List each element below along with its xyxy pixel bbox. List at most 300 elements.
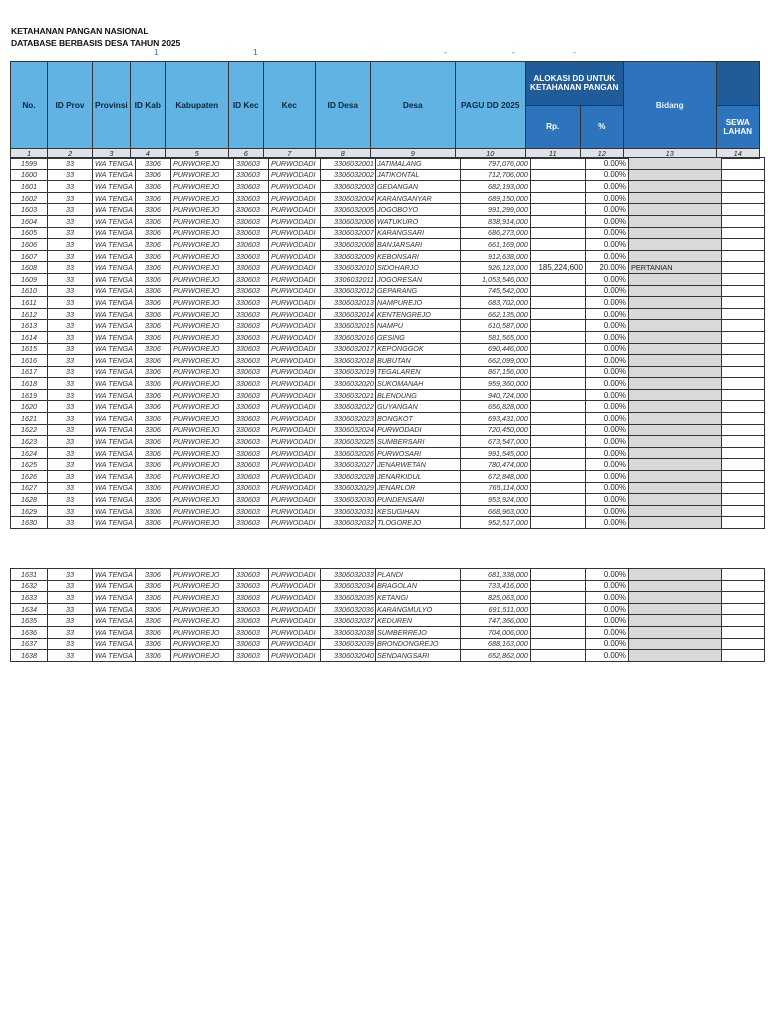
cell-sewa-lahan[interactable] bbox=[721, 447, 764, 459]
cell-pct[interactable]: 0.00% bbox=[585, 569, 628, 581]
cell-no[interactable]: 1601 bbox=[11, 181, 48, 193]
cell-provinsi[interactable]: WA TENGA bbox=[93, 592, 136, 604]
cell-sewa-lahan[interactable] bbox=[721, 603, 764, 615]
cell-id-prov[interactable]: 33 bbox=[48, 436, 93, 448]
cell-kabupaten[interactable]: PURWOREJO bbox=[170, 494, 233, 506]
cell-desa[interactable]: PURWOSARI bbox=[375, 447, 460, 459]
cell-id-kab[interactable]: 3306 bbox=[135, 320, 170, 332]
cell-pct[interactable]: 0.00% bbox=[585, 227, 628, 239]
cell-pagu[interactable]: 688,163,000 bbox=[460, 638, 530, 650]
cell-id-desa[interactable]: 3306032005 bbox=[320, 204, 375, 216]
cell-provinsi[interactable]: WA TENGA bbox=[93, 181, 136, 193]
cell-kec[interactable]: PURWODADI bbox=[268, 603, 320, 615]
cell-id-prov[interactable]: 33 bbox=[48, 413, 93, 425]
cell-id-kab[interactable]: 3306 bbox=[135, 615, 170, 627]
cell-sewa-lahan[interactable] bbox=[721, 320, 764, 332]
cell-rp[interactable] bbox=[530, 215, 585, 227]
cell-desa[interactable]: BUBUTAN bbox=[375, 355, 460, 367]
cell-no[interactable]: 1607 bbox=[11, 250, 48, 262]
cell-kabupaten[interactable]: PURWOREJO bbox=[170, 569, 233, 581]
cell-no[interactable]: 1611 bbox=[11, 297, 48, 309]
cell-id-desa[interactable]: 3306032010 bbox=[320, 262, 375, 274]
cell-id-prov[interactable]: 33 bbox=[48, 192, 93, 204]
cell-no[interactable]: 1602 bbox=[11, 192, 48, 204]
cell-bidang[interactable] bbox=[628, 378, 721, 390]
cell-sewa-lahan[interactable] bbox=[721, 482, 764, 494]
cell-provinsi[interactable]: WA TENGA bbox=[93, 331, 136, 343]
cell-id-kec[interactable]: 330603 bbox=[233, 169, 268, 181]
cell-id-kec[interactable]: 330603 bbox=[233, 505, 268, 517]
cell-kec[interactable]: PURWODADI bbox=[268, 436, 320, 448]
cell-id-desa[interactable]: 3306032015 bbox=[320, 320, 375, 332]
cell-pct[interactable]: 0.00% bbox=[585, 308, 628, 320]
cell-no[interactable]: 1615 bbox=[11, 343, 48, 355]
cell-pagu[interactable]: 745,542,000 bbox=[460, 285, 530, 297]
cell-bidang[interactable] bbox=[628, 239, 721, 251]
cell-pct[interactable]: 0.00% bbox=[585, 580, 628, 592]
cell-id-kec[interactable]: 330603 bbox=[233, 592, 268, 604]
cell-id-kec[interactable]: 330603 bbox=[233, 569, 268, 581]
cell-provinsi[interactable]: WA TENGA bbox=[93, 517, 136, 529]
cell-provinsi[interactable]: WA TENGA bbox=[93, 615, 136, 627]
cell-id-desa[interactable]: 3306032016 bbox=[320, 331, 375, 343]
cell-id-kab[interactable]: 3306 bbox=[135, 308, 170, 320]
cell-sewa-lahan[interactable] bbox=[721, 436, 764, 448]
cell-desa[interactable]: SIDOHARJO bbox=[375, 262, 460, 274]
cell-pct[interactable]: 0.00% bbox=[585, 273, 628, 285]
cell-id-kab[interactable]: 3306 bbox=[135, 592, 170, 604]
cell-sewa-lahan[interactable] bbox=[721, 215, 764, 227]
cell-bidang[interactable] bbox=[628, 215, 721, 227]
cell-id-kec[interactable]: 330603 bbox=[233, 239, 268, 251]
cell-rp[interactable] bbox=[530, 447, 585, 459]
cell-desa[interactable]: GEDANGAN bbox=[375, 181, 460, 193]
cell-sewa-lahan[interactable] bbox=[721, 181, 764, 193]
cell-no[interactable]: 1603 bbox=[11, 204, 48, 216]
cell-provinsi[interactable]: WA TENGA bbox=[93, 436, 136, 448]
cell-pct[interactable]: 0.00% bbox=[585, 505, 628, 517]
cell-kec[interactable]: PURWODADI bbox=[268, 366, 320, 378]
cell-id-kab[interactable]: 3306 bbox=[135, 192, 170, 204]
cell-provinsi[interactable]: WA TENGA bbox=[93, 343, 136, 355]
cell-bidang[interactable] bbox=[628, 227, 721, 239]
cell-provinsi[interactable]: WA TENGA bbox=[93, 169, 136, 181]
cell-rp[interactable] bbox=[530, 638, 585, 650]
cell-pagu[interactable]: 733,416,000 bbox=[460, 580, 530, 592]
cell-kec[interactable]: PURWODADI bbox=[268, 413, 320, 425]
cell-id-desa[interactable]: 3306032030 bbox=[320, 494, 375, 506]
cell-bidang[interactable] bbox=[628, 320, 721, 332]
cell-desa[interactable]: GESING bbox=[375, 331, 460, 343]
cell-no[interactable]: 1627 bbox=[11, 482, 48, 494]
cell-sewa-lahan[interactable] bbox=[721, 505, 764, 517]
cell-id-kec[interactable]: 330603 bbox=[233, 366, 268, 378]
cell-bidang[interactable] bbox=[628, 569, 721, 581]
cell-rp[interactable] bbox=[530, 592, 585, 604]
cell-id-prov[interactable]: 33 bbox=[48, 471, 93, 483]
cell-no[interactable]: 1609 bbox=[11, 273, 48, 285]
cell-desa[interactable]: JOGORESAN bbox=[375, 273, 460, 285]
cell-rp[interactable] bbox=[530, 192, 585, 204]
cell-provinsi[interactable]: WA TENGA bbox=[93, 471, 136, 483]
cell-pagu[interactable]: 673,547,000 bbox=[460, 436, 530, 448]
cell-desa[interactable]: JOGOBOYO bbox=[375, 204, 460, 216]
cell-id-kec[interactable]: 330603 bbox=[233, 424, 268, 436]
cell-id-kec[interactable]: 330603 bbox=[233, 413, 268, 425]
cell-id-desa[interactable]: 3306032017 bbox=[320, 343, 375, 355]
cell-id-prov[interactable]: 33 bbox=[48, 650, 93, 662]
cell-rp[interactable] bbox=[530, 366, 585, 378]
cell-bidang[interactable] bbox=[628, 285, 721, 297]
cell-no[interactable]: 1634 bbox=[11, 603, 48, 615]
cell-id-prov[interactable]: 33 bbox=[48, 580, 93, 592]
cell-id-desa[interactable]: 3306032029 bbox=[320, 482, 375, 494]
cell-id-kab[interactable]: 3306 bbox=[135, 569, 170, 581]
cell-kabupaten[interactable]: PURWOREJO bbox=[170, 638, 233, 650]
cell-id-desa[interactable]: 3306032020 bbox=[320, 378, 375, 390]
cell-desa[interactable]: JENARLOR bbox=[375, 482, 460, 494]
cell-rp[interactable] bbox=[530, 413, 585, 425]
cell-kec[interactable]: PURWODADI bbox=[268, 273, 320, 285]
cell-sewa-lahan[interactable] bbox=[721, 158, 764, 170]
cell-bidang[interactable] bbox=[628, 592, 721, 604]
cell-kabupaten[interactable]: PURWOREJO bbox=[170, 413, 233, 425]
cell-id-kab[interactable]: 3306 bbox=[135, 239, 170, 251]
cell-kec[interactable]: PURWODADI bbox=[268, 615, 320, 627]
cell-id-kec[interactable]: 330603 bbox=[233, 215, 268, 227]
cell-id-prov[interactable]: 33 bbox=[48, 626, 93, 638]
cell-kec[interactable]: PURWODADI bbox=[268, 471, 320, 483]
cell-kabupaten[interactable]: PURWOREJO bbox=[170, 650, 233, 662]
cell-no[interactable]: 1599 bbox=[11, 158, 48, 170]
cell-desa[interactable]: BRONDONGREJO bbox=[375, 638, 460, 650]
cell-id-kab[interactable]: 3306 bbox=[135, 227, 170, 239]
cell-pct[interactable]: 0.00% bbox=[585, 355, 628, 367]
cell-pct[interactable]: 0.00% bbox=[585, 401, 628, 413]
cell-provinsi[interactable]: WA TENGA bbox=[93, 389, 136, 401]
cell-id-prov[interactable]: 33 bbox=[48, 204, 93, 216]
cell-kec[interactable]: PURWODADI bbox=[268, 158, 320, 170]
cell-bidang[interactable] bbox=[628, 389, 721, 401]
cell-id-prov[interactable]: 33 bbox=[48, 494, 93, 506]
cell-bidang[interactable] bbox=[628, 482, 721, 494]
cell-kabupaten[interactable]: PURWOREJO bbox=[170, 505, 233, 517]
cell-rp[interactable] bbox=[530, 250, 585, 262]
cell-provinsi[interactable]: WA TENGA bbox=[93, 459, 136, 471]
cell-id-kab[interactable]: 3306 bbox=[135, 215, 170, 227]
cell-pct[interactable]: 0.00% bbox=[585, 471, 628, 483]
cell-id-kec[interactable]: 330603 bbox=[233, 204, 268, 216]
cell-kec[interactable]: PURWODADI bbox=[268, 459, 320, 471]
cell-desa[interactable]: SENDANGSARI bbox=[375, 650, 460, 662]
cell-provinsi[interactable]: WA TENGA bbox=[93, 366, 136, 378]
cell-pct[interactable]: 0.00% bbox=[585, 626, 628, 638]
cell-pct[interactable]: 0.00% bbox=[585, 378, 628, 390]
cell-pagu[interactable]: 780,474,000 bbox=[460, 459, 530, 471]
cell-pagu[interactable]: 672,848,000 bbox=[460, 471, 530, 483]
cell-kec[interactable]: PURWODADI bbox=[268, 169, 320, 181]
cell-desa[interactable]: SUMBERSARI bbox=[375, 436, 460, 448]
cell-provinsi[interactable]: WA TENGA bbox=[93, 424, 136, 436]
cell-no[interactable]: 1630 bbox=[11, 517, 48, 529]
cell-id-prov[interactable]: 33 bbox=[48, 482, 93, 494]
cell-provinsi[interactable]: WA TENGA bbox=[93, 505, 136, 517]
cell-id-kec[interactable]: 330603 bbox=[233, 262, 268, 274]
cell-pagu[interactable]: 991,299,000 bbox=[460, 204, 530, 216]
cell-pagu[interactable]: 693,431,000 bbox=[460, 413, 530, 425]
cell-id-prov[interactable]: 33 bbox=[48, 517, 93, 529]
cell-no[interactable]: 1631 bbox=[11, 569, 48, 581]
cell-rp[interactable] bbox=[530, 494, 585, 506]
cell-kec[interactable]: PURWODADI bbox=[268, 494, 320, 506]
cell-kabupaten[interactable]: PURWOREJO bbox=[170, 331, 233, 343]
cell-pct[interactable]: 0.00% bbox=[585, 215, 628, 227]
cell-no[interactable]: 1633 bbox=[11, 592, 48, 604]
cell-desa[interactable]: BLENDUNG bbox=[375, 389, 460, 401]
cell-sewa-lahan[interactable] bbox=[721, 580, 764, 592]
cell-id-kab[interactable]: 3306 bbox=[135, 158, 170, 170]
cell-pct[interactable]: 0.00% bbox=[585, 650, 628, 662]
cell-desa[interactable]: PURWODADI bbox=[375, 424, 460, 436]
cell-pagu[interactable]: 581,565,000 bbox=[460, 331, 530, 343]
cell-desa[interactable]: TEGALAREN bbox=[375, 366, 460, 378]
cell-rp[interactable] bbox=[530, 482, 585, 494]
cell-kec[interactable]: PURWODADI bbox=[268, 285, 320, 297]
cell-provinsi[interactable]: WA TENGA bbox=[93, 626, 136, 638]
cell-provinsi[interactable]: WA TENGA bbox=[93, 227, 136, 239]
cell-kec[interactable]: PURWODADI bbox=[268, 626, 320, 638]
cell-pagu[interactable]: 959,360,000 bbox=[460, 378, 530, 390]
cell-desa[interactable]: BANJARSARI bbox=[375, 239, 460, 251]
cell-id-kec[interactable]: 330603 bbox=[233, 580, 268, 592]
cell-no[interactable]: 1604 bbox=[11, 215, 48, 227]
cell-kabupaten[interactable]: PURWOREJO bbox=[170, 517, 233, 529]
cell-rp[interactable] bbox=[530, 297, 585, 309]
cell-id-desa[interactable]: 3306032033 bbox=[320, 569, 375, 581]
cell-id-desa[interactable]: 3306032038 bbox=[320, 626, 375, 638]
cell-pct[interactable]: 20.00% bbox=[585, 262, 628, 274]
cell-sewa-lahan[interactable] bbox=[721, 471, 764, 483]
cell-desa[interactable]: KARANGSARI bbox=[375, 227, 460, 239]
cell-id-kab[interactable]: 3306 bbox=[135, 459, 170, 471]
cell-id-kab[interactable]: 3306 bbox=[135, 517, 170, 529]
cell-kec[interactable]: PURWODADI bbox=[268, 331, 320, 343]
cell-kabupaten[interactable]: PURWOREJO bbox=[170, 320, 233, 332]
cell-kec[interactable]: PURWODADI bbox=[268, 250, 320, 262]
cell-desa[interactable]: GUYANGAN bbox=[375, 401, 460, 413]
cell-id-kab[interactable]: 3306 bbox=[135, 366, 170, 378]
cell-provinsi[interactable]: WA TENGA bbox=[93, 355, 136, 367]
cell-no[interactable]: 1629 bbox=[11, 505, 48, 517]
cell-id-kec[interactable]: 330603 bbox=[233, 494, 268, 506]
cell-bidang[interactable] bbox=[628, 355, 721, 367]
cell-id-kec[interactable]: 330603 bbox=[233, 615, 268, 627]
cell-id-kec[interactable]: 330603 bbox=[233, 192, 268, 204]
cell-id-desa[interactable]: 3306032027 bbox=[320, 459, 375, 471]
cell-kec[interactable]: PURWODADI bbox=[268, 308, 320, 320]
cell-pagu[interactable]: 1,053,546,000 bbox=[460, 273, 530, 285]
cell-no[interactable]: 1624 bbox=[11, 447, 48, 459]
cell-bidang[interactable] bbox=[628, 181, 721, 193]
cell-kabupaten[interactable]: PURWOREJO bbox=[170, 204, 233, 216]
cell-no[interactable]: 1610 bbox=[11, 285, 48, 297]
cell-id-desa[interactable]: 3306032023 bbox=[320, 413, 375, 425]
cell-id-kab[interactable]: 3306 bbox=[135, 603, 170, 615]
cell-id-kab[interactable]: 3306 bbox=[135, 447, 170, 459]
cell-kec[interactable]: PURWODADI bbox=[268, 215, 320, 227]
cell-sewa-lahan[interactable] bbox=[721, 262, 764, 274]
cell-pct[interactable]: 0.00% bbox=[585, 297, 628, 309]
cell-no[interactable]: 1619 bbox=[11, 389, 48, 401]
cell-pct[interactable]: 0.00% bbox=[585, 389, 628, 401]
cell-rp[interactable] bbox=[530, 343, 585, 355]
cell-provinsi[interactable]: WA TENGA bbox=[93, 285, 136, 297]
cell-provinsi[interactable]: WA TENGA bbox=[93, 378, 136, 390]
cell-id-kab[interactable]: 3306 bbox=[135, 424, 170, 436]
cell-id-kab[interactable]: 3306 bbox=[135, 204, 170, 216]
cell-id-kec[interactable]: 330603 bbox=[233, 331, 268, 343]
cell-kabupaten[interactable]: PURWOREJO bbox=[170, 436, 233, 448]
cell-kec[interactable]: PURWODADI bbox=[268, 227, 320, 239]
cell-kabupaten[interactable]: PURWOREJO bbox=[170, 424, 233, 436]
cell-provinsi[interactable]: WA TENGA bbox=[93, 482, 136, 494]
cell-id-kec[interactable]: 330603 bbox=[233, 650, 268, 662]
cell-provinsi[interactable]: WA TENGA bbox=[93, 239, 136, 251]
cell-no[interactable]: 1636 bbox=[11, 626, 48, 638]
cell-bidang[interactable] bbox=[628, 401, 721, 413]
cell-bidang[interactable] bbox=[628, 250, 721, 262]
cell-id-kab[interactable]: 3306 bbox=[135, 355, 170, 367]
cell-kec[interactable]: PURWODADI bbox=[268, 297, 320, 309]
cell-pct[interactable]: 0.00% bbox=[585, 192, 628, 204]
cell-desa[interactable]: PLANDI bbox=[375, 569, 460, 581]
cell-pct[interactable]: 0.00% bbox=[585, 447, 628, 459]
cell-provinsi[interactable]: WA TENGA bbox=[93, 650, 136, 662]
cell-id-kab[interactable]: 3306 bbox=[135, 413, 170, 425]
cell-kabupaten[interactable]: PURWOREJO bbox=[170, 227, 233, 239]
cell-rp[interactable] bbox=[530, 436, 585, 448]
cell-id-prov[interactable]: 33 bbox=[48, 615, 93, 627]
cell-no[interactable]: 1618 bbox=[11, 378, 48, 390]
cell-bidang[interactable] bbox=[628, 308, 721, 320]
cell-sewa-lahan[interactable] bbox=[721, 331, 764, 343]
cell-no[interactable]: 1612 bbox=[11, 308, 48, 320]
cell-pagu[interactable]: 838,914,000 bbox=[460, 215, 530, 227]
cell-sewa-lahan[interactable] bbox=[721, 308, 764, 320]
cell-id-prov[interactable]: 33 bbox=[48, 378, 93, 390]
cell-kabupaten[interactable]: PURWOREJO bbox=[170, 626, 233, 638]
cell-id-kab[interactable]: 3306 bbox=[135, 378, 170, 390]
cell-bidang[interactable] bbox=[628, 517, 721, 529]
cell-pct[interactable]: 0.00% bbox=[585, 413, 628, 425]
cell-pagu[interactable]: 952,517,000 bbox=[460, 517, 530, 529]
cell-id-kec[interactable]: 330603 bbox=[233, 320, 268, 332]
cell-id-kab[interactable]: 3306 bbox=[135, 297, 170, 309]
cell-kabupaten[interactable]: PURWOREJO bbox=[170, 215, 233, 227]
cell-no[interactable]: 1625 bbox=[11, 459, 48, 471]
cell-kabupaten[interactable]: PURWOREJO bbox=[170, 297, 233, 309]
cell-id-kab[interactable]: 3306 bbox=[135, 285, 170, 297]
cell-id-kec[interactable]: 330603 bbox=[233, 401, 268, 413]
cell-id-desa[interactable]: 3306032003 bbox=[320, 181, 375, 193]
cell-id-prov[interactable]: 33 bbox=[48, 389, 93, 401]
cell-id-desa[interactable]: 3306032024 bbox=[320, 424, 375, 436]
cell-id-kab[interactable]: 3306 bbox=[135, 181, 170, 193]
cell-id-prov[interactable]: 33 bbox=[48, 505, 93, 517]
cell-id-desa[interactable]: 3306032013 bbox=[320, 297, 375, 309]
cell-sewa-lahan[interactable] bbox=[721, 239, 764, 251]
cell-provinsi[interactable]: WA TENGA bbox=[93, 204, 136, 216]
cell-kec[interactable]: PURWODADI bbox=[268, 378, 320, 390]
cell-kec[interactable]: PURWODADI bbox=[268, 192, 320, 204]
cell-rp[interactable] bbox=[530, 615, 585, 627]
cell-kec[interactable]: PURWODADI bbox=[268, 482, 320, 494]
cell-no[interactable]: 1613 bbox=[11, 320, 48, 332]
cell-id-desa[interactable]: 3306032002 bbox=[320, 169, 375, 181]
cell-no[interactable]: 1632 bbox=[11, 580, 48, 592]
cell-bidang[interactable] bbox=[628, 615, 721, 627]
cell-desa[interactable]: BRAGOLAN bbox=[375, 580, 460, 592]
cell-no[interactable]: 1605 bbox=[11, 227, 48, 239]
cell-id-prov[interactable]: 33 bbox=[48, 215, 93, 227]
cell-pct[interactable]: 0.00% bbox=[585, 169, 628, 181]
cell-id-desa[interactable]: 3306032034 bbox=[320, 580, 375, 592]
cell-desa[interactable]: JATIKONTAL bbox=[375, 169, 460, 181]
cell-id-kab[interactable]: 3306 bbox=[135, 250, 170, 262]
cell-kabupaten[interactable]: PURWOREJO bbox=[170, 592, 233, 604]
cell-bidang[interactable] bbox=[628, 343, 721, 355]
cell-desa[interactable]: SUKOMANAH bbox=[375, 378, 460, 390]
cell-sewa-lahan[interactable] bbox=[721, 355, 764, 367]
cell-sewa-lahan[interactable] bbox=[721, 650, 764, 662]
cell-id-kab[interactable]: 3306 bbox=[135, 482, 170, 494]
cell-kec[interactable]: PURWODADI bbox=[268, 638, 320, 650]
cell-provinsi[interactable]: WA TENGA bbox=[93, 158, 136, 170]
cell-id-prov[interactable]: 33 bbox=[48, 401, 93, 413]
cell-desa[interactable]: KARANGMULYO bbox=[375, 603, 460, 615]
cell-id-prov[interactable]: 33 bbox=[48, 158, 93, 170]
cell-desa[interactable]: BONGKOT bbox=[375, 413, 460, 425]
cell-kec[interactable]: PURWODADI bbox=[268, 355, 320, 367]
cell-id-kab[interactable]: 3306 bbox=[135, 401, 170, 413]
cell-id-kab[interactable]: 3306 bbox=[135, 580, 170, 592]
cell-rp[interactable] bbox=[530, 331, 585, 343]
cell-sewa-lahan[interactable] bbox=[721, 638, 764, 650]
cell-bidang[interactable] bbox=[628, 366, 721, 378]
cell-id-prov[interactable]: 33 bbox=[48, 227, 93, 239]
cell-id-kec[interactable]: 330603 bbox=[233, 638, 268, 650]
cell-rp[interactable] bbox=[530, 181, 585, 193]
cell-rp[interactable] bbox=[530, 285, 585, 297]
cell-pct[interactable]: 0.00% bbox=[585, 638, 628, 650]
cell-id-desa[interactable]: 3306032006 bbox=[320, 215, 375, 227]
cell-bidang[interactable] bbox=[628, 580, 721, 592]
cell-sewa-lahan[interactable] bbox=[721, 297, 764, 309]
cell-provinsi[interactable]: WA TENGA bbox=[93, 638, 136, 650]
cell-pct[interactable]: 0.00% bbox=[585, 343, 628, 355]
cell-desa[interactable]: KEPONGGOK bbox=[375, 343, 460, 355]
cell-sewa-lahan[interactable] bbox=[721, 459, 764, 471]
cell-kabupaten[interactable]: PURWOREJO bbox=[170, 366, 233, 378]
cell-pagu[interactable]: 689,150,000 bbox=[460, 192, 530, 204]
cell-kec[interactable]: PURWODADI bbox=[268, 517, 320, 529]
cell-pagu[interactable]: 953,924,000 bbox=[460, 494, 530, 506]
cell-id-desa[interactable]: 3306032035 bbox=[320, 592, 375, 604]
cell-id-prov[interactable]: 33 bbox=[48, 308, 93, 320]
cell-id-prov[interactable]: 33 bbox=[48, 447, 93, 459]
cell-pct[interactable]: 0.00% bbox=[585, 181, 628, 193]
cell-kec[interactable]: PURWODADI bbox=[268, 592, 320, 604]
